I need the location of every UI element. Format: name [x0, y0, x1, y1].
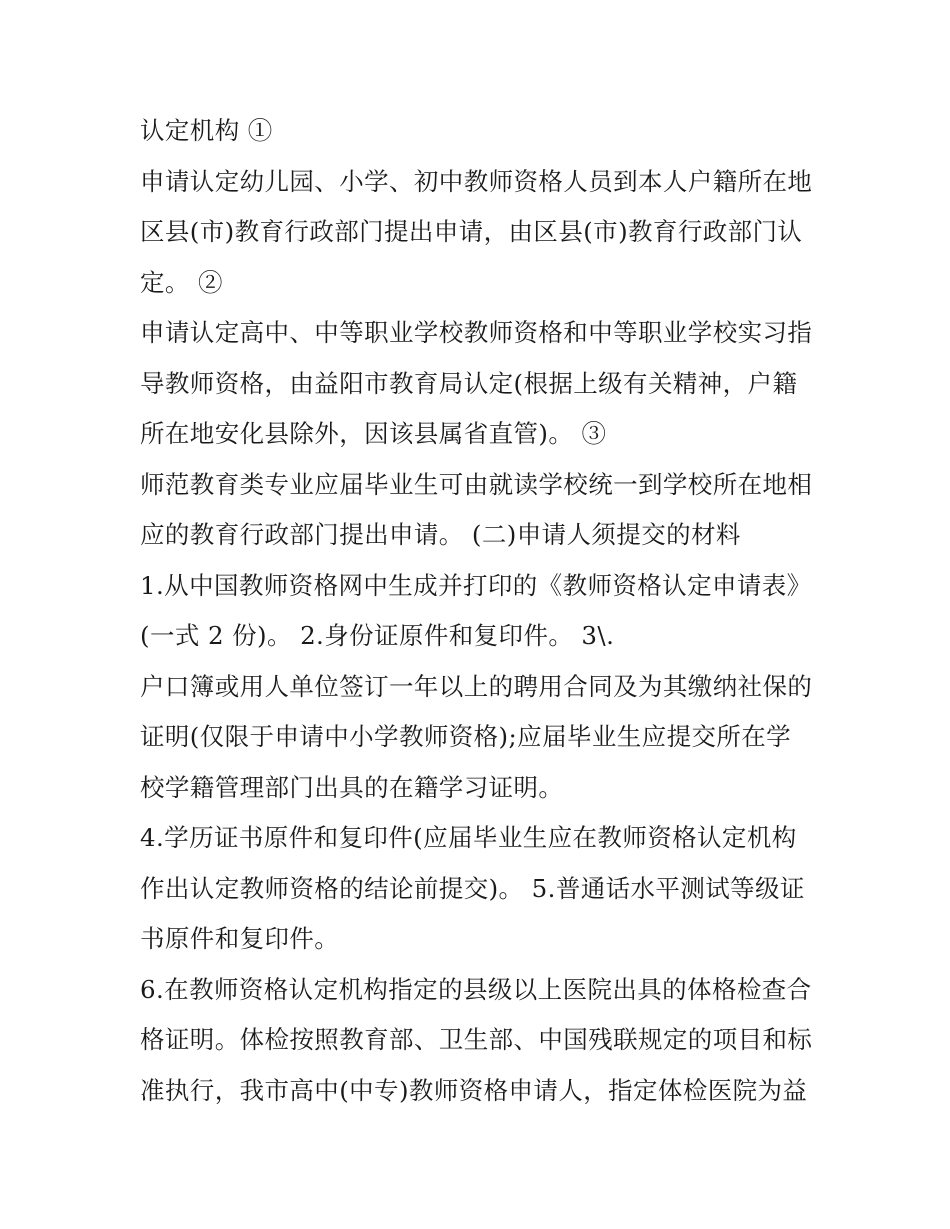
- text-line: 4.学历证书原件和复印件(应届毕业生应在教师资格认定机构: [140, 823, 797, 852]
- text-line: 6.在教师资格认定机构指定的县级以上医院出具的体格检查合: [140, 974, 812, 1004]
- text-line: 证明(仅限于申请中小学教师资格);应届毕业生应提交所在学: [140, 722, 792, 751]
- text-line: 导教师资格，由益阳市教育局认定(根据上级有关精神，户籍: [140, 368, 798, 398]
- text-line: 校学籍管理部门出具的在籍学习证明。: [140, 772, 564, 802]
- text-line: (一式 2 份)。 2.身份证原件和复印件。 3\.: [140, 621, 615, 650]
- document-body: [140, 106, 830, 1116]
- text-line: 格证明。体检按照教育部、卫生部、中国残联规定的项目和标: [140, 1025, 813, 1054]
- text-line: 书原件和复印件。: [140, 924, 340, 953]
- text-line: 区县(市)教育行政部门提出申请，由区县(市)教育行政部门认: [140, 217, 803, 246]
- text-line: 准执行，我市高中(中专)教师资格申请人，指定体检医院为益: [140, 1075, 808, 1105]
- text-line: 定。 ②: [140, 267, 223, 297]
- text-line: 申请认定幼儿园、小学、初中教师资格人员到本人户籍所在地: [140, 166, 813, 196]
- text-line: 作出认定教师资格的结论前提交)。 5.普通话水平测试等级证: [140, 873, 805, 903]
- text-line: 师范教育类专业应届毕业生可由就读学校统一到学校所在地相: [140, 469, 813, 499]
- text-line: 户口簿或用人单位签订一年以上的聘用合同及为其缴纳社保的: [140, 671, 813, 701]
- text-line: 申请认定高中、中等职业学校教师资格和中等职业学校实习指: [140, 318, 813, 347]
- text-line: 认定机构 ①: [140, 116, 273, 145]
- text-line: 应的教育行政部门提出申请。 (二)申请人须提交的材料: [140, 520, 741, 549]
- text-line: 所在地安化县除外，因该县属省直管)。 ③: [140, 419, 607, 448]
- text-line: 1.从中国教师资格网中生成并打印的《教师资格认定申请表》: [140, 570, 812, 600]
